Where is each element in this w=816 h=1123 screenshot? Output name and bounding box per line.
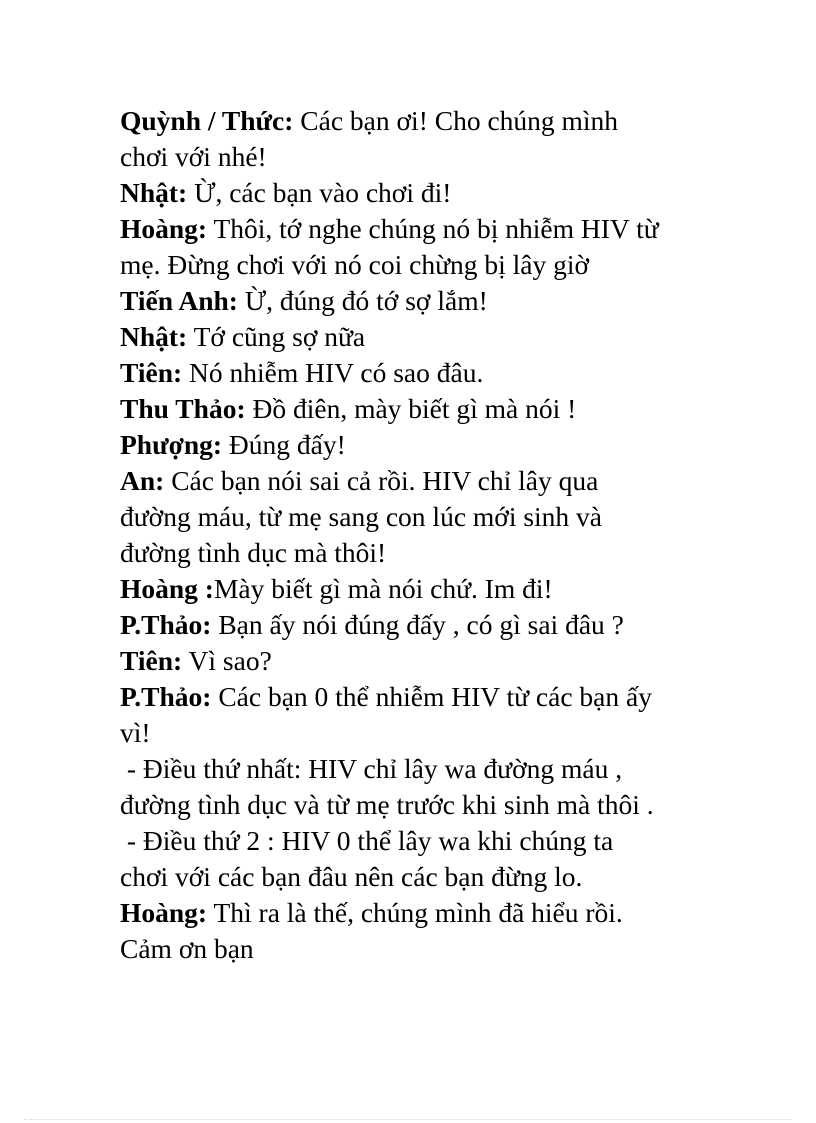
- dialogue-line: [120, 427, 710, 463]
- dialogue-continuation-line: [120, 931, 710, 967]
- dialogue-text: Mày biết gì mà nói chứ. Im đi!: [213, 573, 553, 604]
- speaker-name: Phượng:: [120, 429, 223, 460]
- dialogue-line: [120, 391, 710, 427]
- speaker-name: Tiến Anh:: [120, 285, 238, 316]
- dialogue-line: [120, 643, 710, 679]
- dialogue-text: Thôi, tớ nghe chúng nó bị nhiễm HIV từ: [207, 213, 659, 244]
- dialogue-text: chơi với các bạn đâu nên các bạn đừng lo.: [120, 861, 583, 892]
- dialogue-document: [120, 103, 710, 967]
- dialogue-text: chơi với nhé!: [120, 141, 267, 172]
- dialogue-text: Các bạn nói sai cả rồi. HIV chỉ lây qua: [164, 465, 599, 496]
- speaker-name: P.Thảo:: [120, 681, 212, 712]
- dialogue-continuation-line: [120, 247, 710, 283]
- dialogue-text: đường tình dục và từ mẹ trước khi sinh mà thôi .: [120, 789, 654, 820]
- dialogue-continuation-line: [120, 751, 710, 787]
- dialogue-text: vì!: [120, 717, 151, 748]
- dialogue-line: [120, 319, 710, 355]
- dialogue-text: Đúng đấy!: [222, 429, 346, 460]
- dialogue-text: Ừ, các bạn vào chơi đi!: [187, 177, 452, 208]
- dialogue-text: Bạn ấy nói đúng đấy , có gì sai đâu ?: [211, 609, 624, 640]
- dialogue-continuation-line: [120, 715, 710, 751]
- dialogue-continuation-line: [120, 787, 710, 823]
- speaker-name: Hoàng:: [120, 897, 208, 928]
- dialogue-text: - Điều thứ 2 : HIV 0 thể lây wa khi chúng ta: [120, 825, 614, 856]
- dialogue-line: [120, 355, 710, 391]
- page-bottom-divider: [24, 1119, 792, 1120]
- dialogue-continuation-line: [120, 859, 710, 895]
- speaker-name: Tiên:: [120, 357, 183, 388]
- dialogue-text: Đồ điên, mày biết gì mà nói !: [245, 393, 577, 424]
- speaker-name: Nhật:: [120, 177, 188, 208]
- speaker-name: Hoàng:: [120, 213, 208, 244]
- dialogue-continuation-line: [120, 535, 710, 571]
- dialogue-text: Các bạn 0 thể nhiễm HIV từ các bạn ấy: [211, 681, 652, 712]
- dialogue-text: Các bạn ơi! Cho chúng mình: [293, 105, 619, 136]
- dialogue-text: - Điều thứ nhất: HIV chỉ lây wa đường máu ,: [120, 753, 623, 784]
- dialogue-text: Nó nhiễm HIV có sao đâu.: [182, 357, 484, 388]
- dialogue-line: [120, 463, 710, 499]
- dialogue-text: Tớ cũng sợ nữa: [187, 321, 366, 352]
- dialogue-continuation-line: [120, 499, 710, 535]
- dialogue-text: Cảm ơn bạn: [120, 933, 254, 964]
- speaker-name: Hoàng :: [120, 573, 214, 604]
- dialogue-continuation-line: [120, 139, 710, 175]
- speaker-name: P.Thảo:: [120, 609, 212, 640]
- dialogue-line: [120, 103, 710, 139]
- dialogue-line: [120, 679, 710, 715]
- dialogue-text: Thì ra là thế, chúng mình đã hiểu rồi.: [207, 897, 623, 928]
- dialogue-line: [120, 571, 710, 607]
- speaker-name: Tiên:: [120, 645, 183, 676]
- dialogue-line: [120, 607, 710, 643]
- speaker-name: Thu Thảo:: [120, 393, 246, 424]
- dialogue-line: [120, 283, 710, 319]
- speaker-name: An:: [120, 465, 165, 496]
- speaker-name: Nhật:: [120, 321, 188, 352]
- dialogue-text: mẹ. Đừng chơi với nó coi chừng bị lây giờ: [120, 249, 590, 280]
- dialogue-continuation-line: [120, 823, 710, 859]
- speaker-name: Quỳnh / Thức:: [120, 105, 294, 136]
- dialogue-text: đường tình dục mà thôi!: [120, 537, 387, 568]
- dialogue-line: [120, 895, 710, 931]
- dialogue-text: Vì sao?: [182, 645, 272, 676]
- dialogue-line: [120, 211, 710, 247]
- dialogue-text: đường máu, từ mẹ sang con lúc mới sinh và: [120, 501, 603, 532]
- dialogue-line: [120, 175, 710, 211]
- dialogue-text: Ừ, đúng đó tớ sợ lắm!: [237, 285, 488, 316]
